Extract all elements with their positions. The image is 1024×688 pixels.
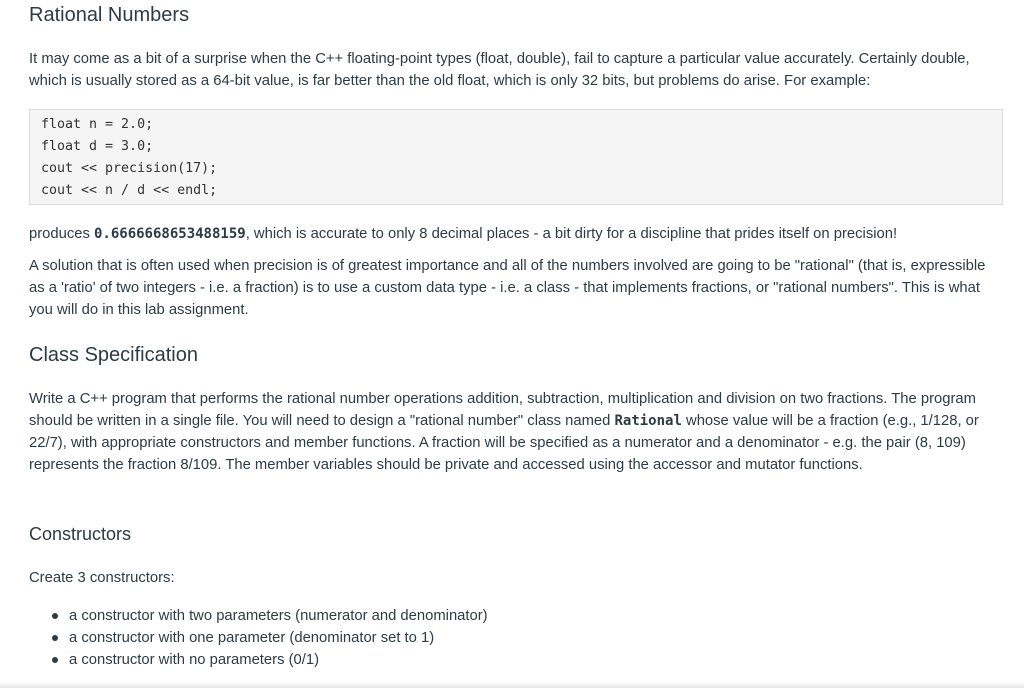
code-line: float d = 3.0; [41,139,154,154]
code-line: cout << n / d << endl; [41,183,218,198]
list-item-text: a constructor with two parameters (numerator and denominator) [69,608,488,624]
create-constructors-text: Create 3 constructors: [29,570,175,586]
bullet-icon [52,613,58,619]
list-item [29,605,488,627]
produces-prefix: produces [29,226,94,242]
bullet-icon [52,657,58,663]
spec-after: whose value will be a fraction (e.g., 1/128, or 22/7), with appropriate constructors and member functions. A fraction will be specified as a numerator and a denominator - e.g. the pair (8, 109) represents the fraction 8/109. The member variables should be private and accessed using the accessor and mutator functions. [29,413,979,473]
produces-value: 0.6666668653488159 [93,226,246,242]
list-item [29,627,488,649]
produces-suffix: , which is accurate to only 8 decimal places - a bit dirty for a discipline that prides itself on precision! [245,226,898,242]
class-name-code: Rational [614,413,682,429]
heading-constructors: Constructors [29,524,132,544]
heading-class-specification: Class Specification [29,344,198,366]
solution-paragraph: A solution that is often used when precision is of greatest importance and all of the numbers involved are going to be "rational" (that is, expressible as a 'ratio' of two integers - i.e. a fraction) is to use a custom data type - i.e. a class - that implements fractions, or "rational numbers". This is what you will do in this lab assignment. [29,258,986,318]
bullet-icon [52,635,58,641]
code-line: float n = 2.0; [41,117,154,132]
code-block [29,109,1003,205]
spec-paragraph [29,388,1005,476]
list-item [29,649,488,671]
code-line: cout << precision(17); [41,161,218,176]
bottom-scroll-fade [0,682,1024,688]
list-item-text: a constructor with one parameter (denominator set to 1) [69,630,435,646]
spec-before: Write a C++ program that performs the rational number operations addition, subtraction, multiplication and division on two fractions. The program should be written in a single file. You will need to design a "rational number" class named [29,391,976,429]
constructors-list [29,605,488,671]
heading-rational-numbers: Rational Numbers [29,4,190,26]
intro-paragraph: It may come as a bit of a surprise when the C++ floating-point types (float, double), fail to capture a particular value accurately. Certainly double, which is usually stored as a 64-bit value, is far better than the old float, which is only 32 bits, but problems do arise. For example: [29,51,970,89]
produces-paragraph [29,223,1005,245]
list-item-text: a constructor with no parameters (0/1) [69,652,320,668]
